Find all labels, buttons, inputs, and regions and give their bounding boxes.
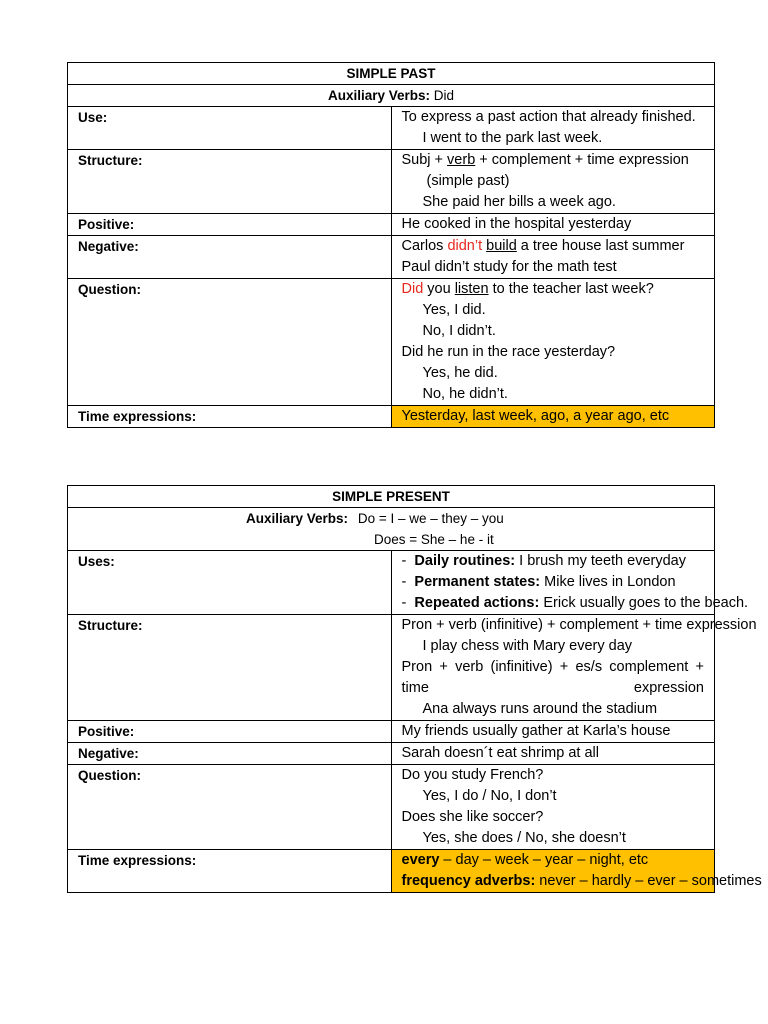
time-expressions-highlight	[391, 850, 762, 893]
simple-present-table	[67, 485, 762, 893]
aux-does: Does = She – he - it	[374, 532, 494, 547]
structure-formula: Pron + verb (infinitive) + es/s complement + time expression	[401, 659, 704, 696]
row-content	[391, 615, 757, 721]
answer-example: Yes, she does / No, she doesn’t	[422, 830, 626, 846]
answer-example: No, I didn’t.	[422, 323, 496, 339]
list-item: - Permanent states: Mike lives in London	[401, 574, 676, 590]
time-expressions-text: frequency adverbs: never – hardly – ever – sometimes	[401, 873, 762, 889]
verb-underlined: verb	[447, 152, 476, 168]
structure-example: I play chess with Mary every day	[422, 638, 633, 654]
table-row	[68, 743, 715, 765]
table-row	[68, 765, 715, 850]
auxiliary-red: Did	[401, 281, 424, 297]
structure-example: She paid her bills a week ago.	[422, 194, 616, 210]
row-content	[391, 214, 715, 236]
row-label: Question:	[68, 279, 392, 406]
question-example: Do you study French?	[401, 767, 544, 783]
row-label: Time expressions:	[68, 406, 392, 428]
time-expressions-text: every – day – week – year – night, etc	[401, 852, 649, 868]
answer-example: Yes, I did.	[422, 302, 486, 318]
structure-formula: Pron + verb (infinitive) + complement + time expression	[401, 617, 757, 633]
negative-example: Paul didn’t study for the math test	[401, 259, 617, 275]
verb-underlined: build	[486, 238, 517, 254]
structure-example: Ana always runs around the stadium	[422, 701, 658, 717]
aux-value: Did	[433, 88, 455, 103]
table-row	[68, 551, 715, 615]
row-label: Time expressions:	[68, 850, 392, 893]
use-text: To express a past action that already finished.	[401, 109, 696, 125]
row-content	[391, 236, 715, 279]
table-row	[68, 850, 715, 893]
negative-example: Carlos didn’t build a tree house last summer	[401, 238, 685, 254]
row-label: Question:	[68, 765, 392, 850]
row-content	[391, 551, 749, 615]
row-label: Negative:	[68, 236, 392, 279]
simple-present-title: SIMPLE PRESENT	[332, 489, 450, 504]
use-example: I went to the park last week.	[422, 130, 603, 146]
row-content	[391, 765, 715, 850]
row-label: Negative:	[68, 743, 392, 765]
row-content	[391, 107, 715, 150]
table-row	[68, 150, 715, 214]
row-content	[391, 279, 715, 406]
simple-past-aux-cell	[68, 85, 715, 107]
simple-past-title: SIMPLE PAST	[346, 66, 436, 81]
answer-example: Yes, I do / No, I don’t	[422, 788, 557, 804]
row-label: Structure:	[68, 150, 392, 214]
answer-example: No, he didn’t.	[422, 386, 508, 402]
row-label: Positive:	[68, 214, 392, 236]
row-content	[391, 150, 715, 214]
table-row	[68, 721, 715, 743]
table-row	[68, 107, 715, 150]
question-example: Did you listen to the teacher last week?	[401, 281, 654, 297]
auxiliary-red: didn’t	[447, 238, 483, 254]
row-label: Positive:	[68, 721, 392, 743]
aux-label: Auxiliary Verbs:	[246, 511, 349, 526]
positive-example: My friends usually gather at Karla’s house	[401, 723, 671, 739]
table-row	[68, 406, 715, 428]
simple-past-title-cell	[68, 63, 715, 85]
answer-example: Yes, he did.	[422, 365, 498, 381]
aux-do: Do = I – we – they – you	[357, 511, 504, 526]
verb-underlined: listen	[454, 281, 489, 297]
row-content	[391, 743, 715, 765]
list-item: - Repeated actions: Erick usually goes to the beach.	[401, 595, 749, 611]
structure-note: (simple past)	[426, 173, 510, 189]
structure-formula: Subj + verb + complement + time expression	[401, 152, 689, 168]
negative-example: Sarah doesn´t eat shrimp at all	[401, 745, 599, 761]
question-example: Does she like soccer?	[401, 809, 544, 825]
list-item: - Daily routines: I brush my teeth everyday	[401, 553, 686, 569]
question-example: Did he run in the race yesterday?	[401, 344, 616, 360]
row-label: Uses:	[68, 551, 392, 615]
table-row	[68, 615, 715, 721]
time-expressions-text: Yesterday, last week, ago, a year ago, etc	[401, 408, 670, 424]
row-label: Use:	[68, 107, 392, 150]
aux-label: Auxiliary Verbs:	[327, 88, 431, 103]
row-label: Structure:	[68, 615, 392, 721]
table-row	[68, 236, 715, 279]
time-expressions-highlight	[391, 406, 715, 428]
simple-present-title-cell	[68, 486, 715, 508]
row-content	[391, 721, 715, 743]
positive-example: He cooked in the hospital yesterday	[401, 216, 632, 232]
simple-past-table	[67, 62, 715, 428]
table-row	[68, 214, 715, 236]
simple-present-aux-cell	[68, 508, 715, 551]
table-row	[68, 279, 715, 406]
